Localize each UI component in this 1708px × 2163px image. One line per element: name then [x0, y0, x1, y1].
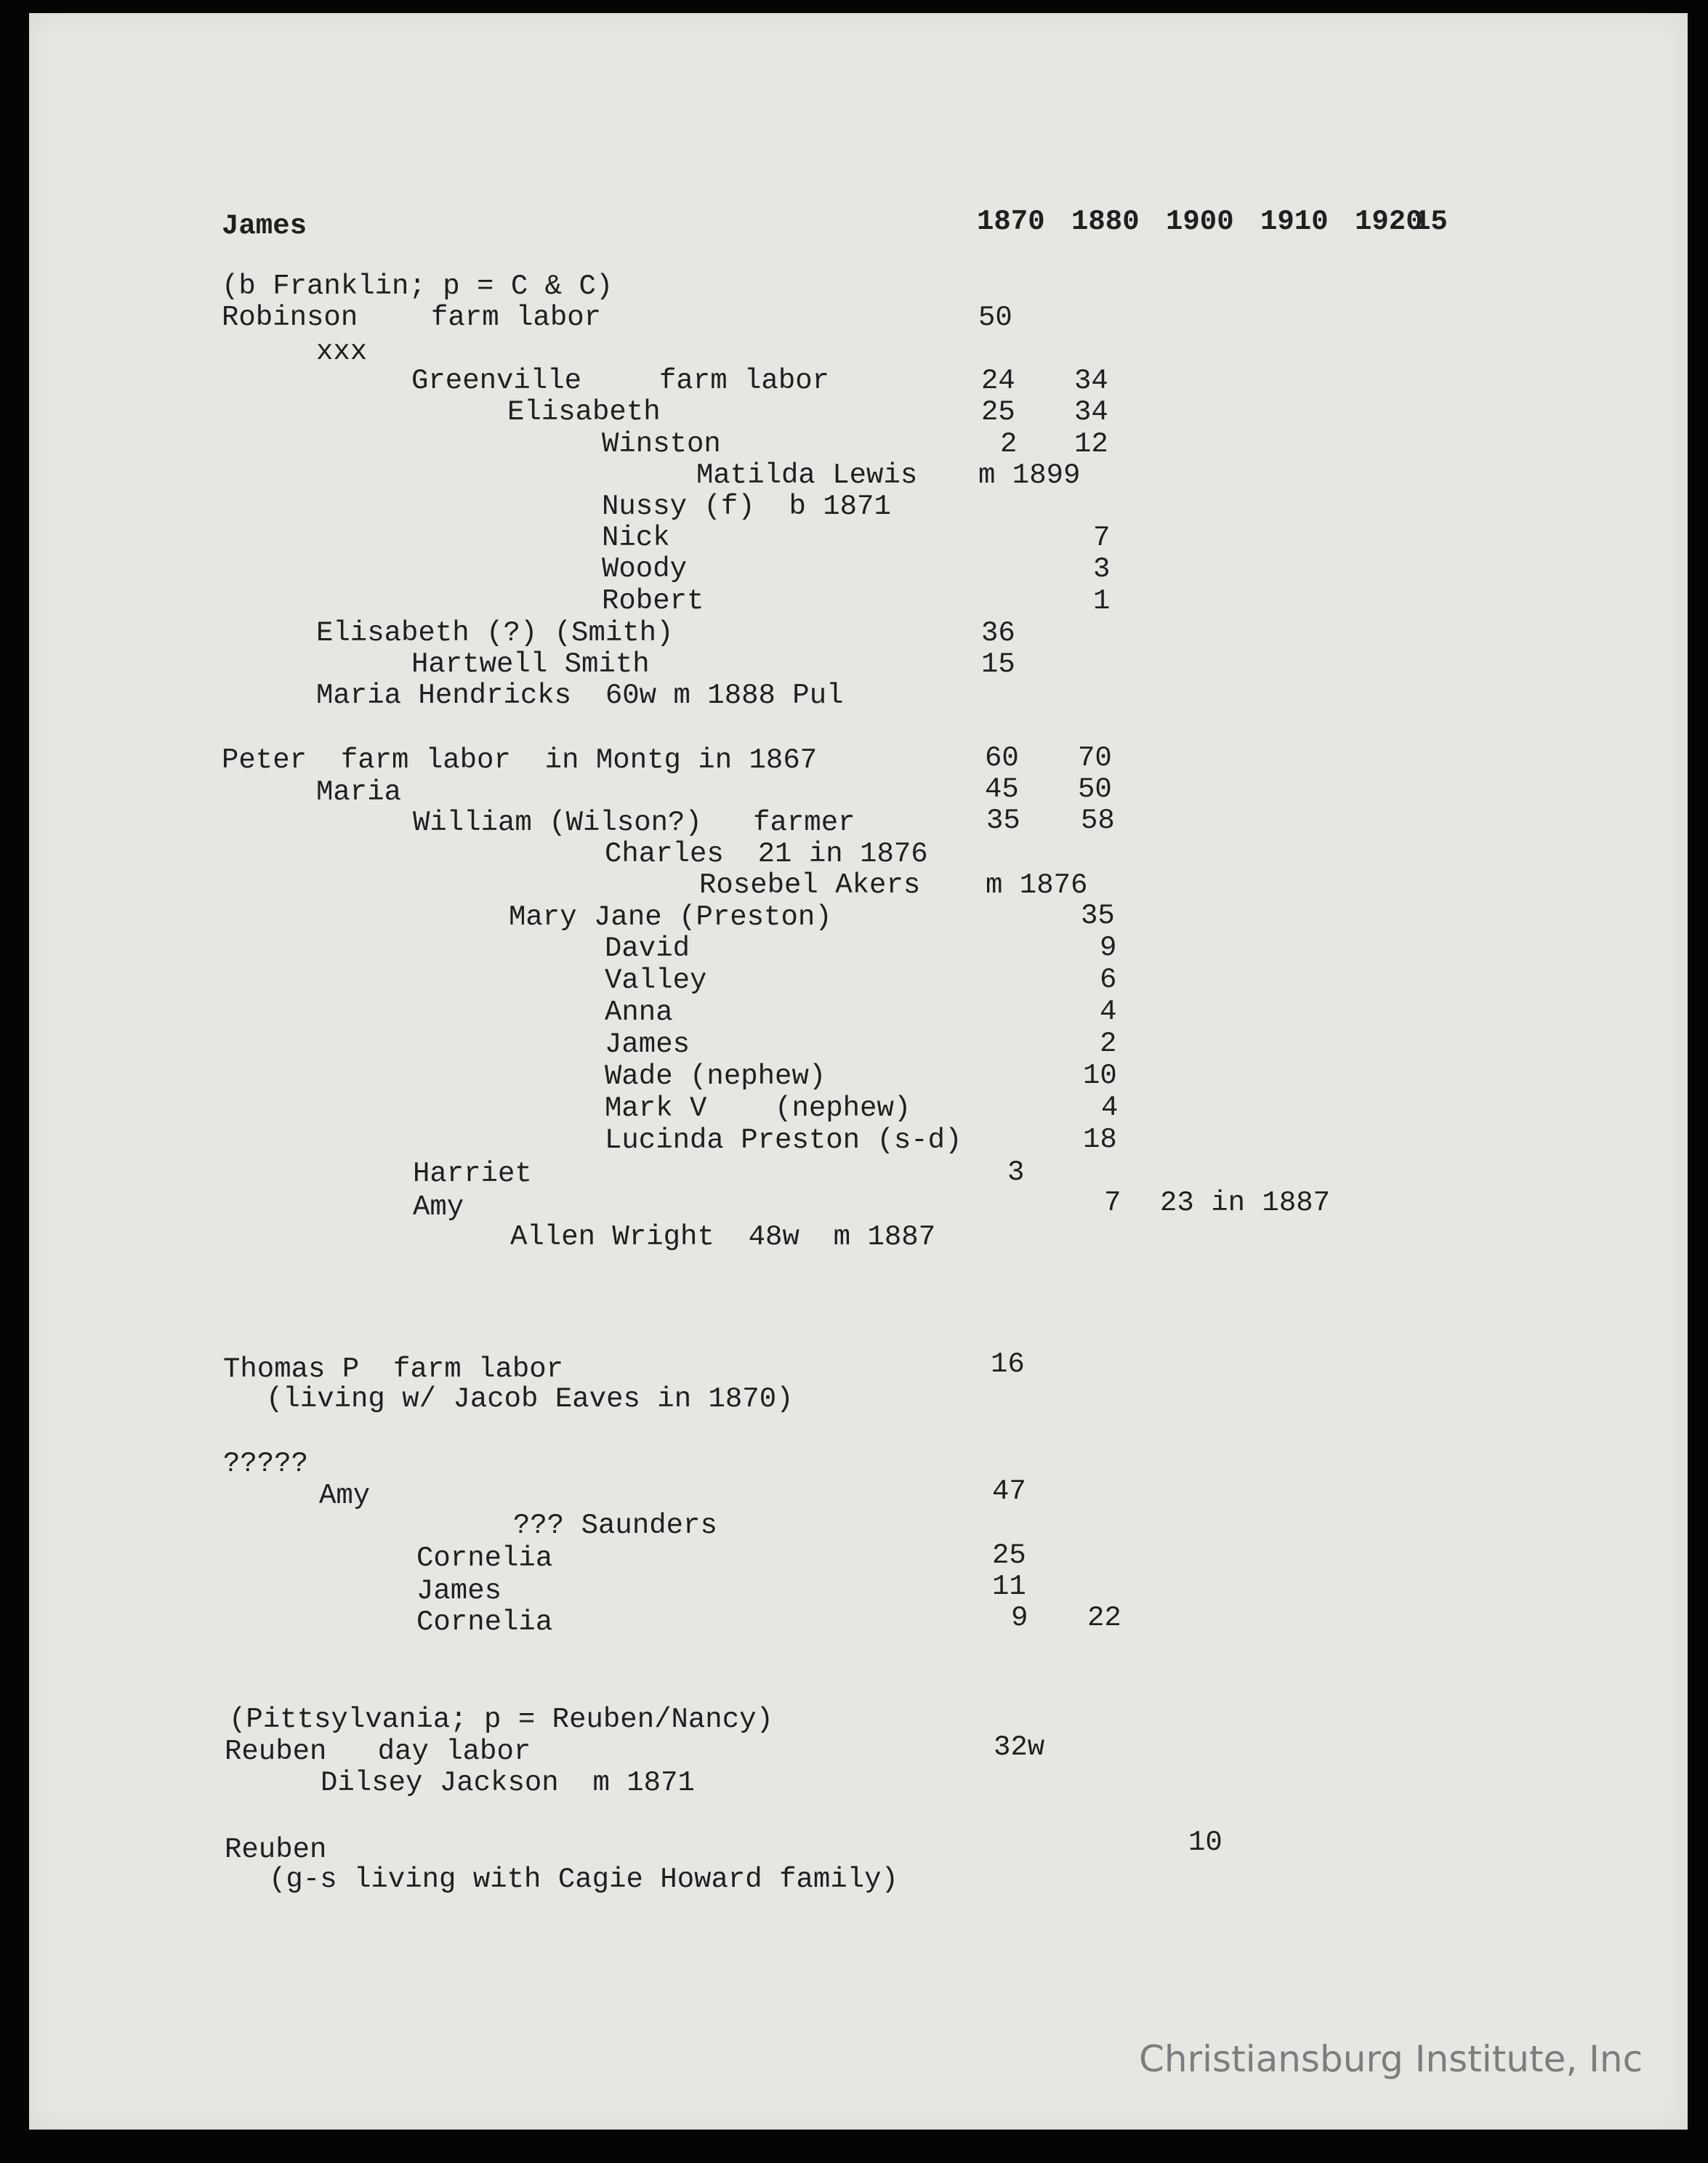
age-1880: 10 — [1083, 1060, 1117, 1092]
age-1880: 22 — [1087, 1602, 1121, 1634]
entry-name: Peter farm labor in Montg in 1867 — [222, 744, 818, 776]
age-1880: 18 — [1083, 1124, 1117, 1156]
entry-occupation: farm labor — [431, 302, 602, 334]
entry-name: Elisabeth — [507, 396, 661, 428]
entry-name: James — [416, 1575, 502, 1607]
entry-name: ????? — [223, 1448, 309, 1480]
year-overtyped-15: 15 — [1414, 206, 1448, 238]
entry-name: xxx — [316, 336, 368, 368]
institution-watermark: Christiansburg Institute, Inc — [1139, 2038, 1643, 2080]
age-1880: 1 — [1093, 585, 1111, 617]
age-1880: 7 — [1093, 522, 1111, 554]
marriage-note: m 1899 — [978, 459, 1081, 491]
year-1900: 1900 — [1166, 206, 1234, 238]
entry-name: Mark V (nephew) — [605, 1092, 911, 1124]
age-1880: 2 — [1100, 1028, 1117, 1060]
age-1880: 4 — [1100, 996, 1117, 1028]
age-1880: 34 — [1074, 396, 1108, 428]
entry-name: Nussy (f) b 1871 — [602, 491, 891, 523]
year-1920: 1920 — [1355, 206, 1423, 238]
age-1870: 16 — [991, 1348, 1025, 1380]
age-1870: 35 — [986, 805, 1020, 837]
age-1870: 36 — [981, 617, 1015, 649]
entry-name: David — [605, 933, 690, 964]
entry-name: Hartwell Smith — [411, 648, 650, 680]
year-columns-header — [0, 208, 1708, 240]
age-1880: 4 — [1101, 1092, 1119, 1124]
entry-note: (living w/ Jacob Eaves in 1870) — [266, 1383, 794, 1415]
entry-name: Amy — [413, 1191, 464, 1223]
entry-name: Harriet — [413, 1158, 532, 1190]
entry-name: Elisabeth (?) (Smith) — [316, 617, 674, 649]
entry-name: Reuben — [225, 1834, 327, 1866]
age-1870: 25 — [992, 1539, 1026, 1571]
entry-name: Maria — [316, 776, 402, 808]
entry-name: Woody — [602, 553, 688, 585]
entry-name: Winston — [602, 428, 721, 460]
age-1870: 47 — [992, 1475, 1026, 1507]
entry-name: Reuben day labor — [225, 1736, 531, 1768]
entry-name: Rosebel Akers — [699, 869, 921, 901]
entry-name: Anna — [605, 996, 673, 1028]
entry-name: William (Wilson?) farmer — [413, 807, 855, 839]
origin-note: (Pittsylvania; p = Reuben/Nancy) — [229, 1704, 773, 1736]
entry-name: Amy — [319, 1480, 371, 1512]
age-1870: 9 — [1011, 1602, 1028, 1634]
age-1870: 2 — [1000, 428, 1018, 460]
age-1880: 50 — [1078, 773, 1112, 805]
entry-name: Cornelia — [416, 1606, 553, 1638]
entry-name: Thomas P farm labor — [223, 1353, 564, 1385]
origin-note: (b Franklin; p = C & C) — [222, 270, 613, 302]
year-1870: 1870 — [977, 206, 1045, 238]
year-1910: 1910 — [1260, 206, 1329, 238]
entry-name: Cornelia — [416, 1542, 553, 1574]
entry-name: James — [605, 1028, 690, 1060]
age-1880: 58 — [1081, 805, 1115, 837]
age-1870: 24 — [981, 365, 1015, 397]
age-note: 23 in 1887 — [1160, 1187, 1331, 1219]
entry-name: Allen Wright 48w m 1887 — [510, 1221, 936, 1253]
age-1880: 35 — [1081, 900, 1115, 932]
entry-name: ??? Saunders — [513, 1510, 717, 1542]
age-1870: 25 — [981, 396, 1015, 428]
year-1880: 1880 — [1071, 206, 1140, 238]
age-1870: 45 — [985, 773, 1019, 805]
entry-name: Charles 21 in 1876 — [605, 838, 928, 870]
age-1870: 50 — [978, 302, 1012, 334]
age-1880: 70 — [1078, 742, 1112, 774]
age-value: 10 — [1188, 1826, 1222, 1858]
age-1880: 6 — [1100, 964, 1117, 996]
entry-name: Maria Hendricks 60w m 1888 Pul — [316, 680, 844, 712]
age-1870: 32w — [994, 1731, 1045, 1763]
entry-name: Wade (nephew) — [605, 1060, 826, 1092]
age-1880: 34 — [1074, 365, 1108, 397]
entry-name: Valley — [605, 964, 707, 996]
age-1880: 9 — [1100, 932, 1117, 964]
entry-name: Robert — [602, 585, 704, 617]
entry-name: Greenville — [411, 365, 582, 397]
entry-name: Nick — [602, 522, 670, 554]
age-1870: 60 — [985, 742, 1019, 774]
entry-note: (g-s living with Cagie Howard family) — [269, 1864, 898, 1896]
age-1880: 7 — [1104, 1187, 1121, 1219]
entry-name: Lucinda Preston (s-d) — [605, 1124, 962, 1156]
age-1870: 15 — [981, 648, 1015, 680]
entry-name: Dilsey Jackson m 1871 — [321, 1767, 695, 1799]
age-1880: 12 — [1074, 428, 1108, 460]
entry-name: Matilda Lewis — [696, 459, 918, 491]
age-1880: 3 — [1093, 553, 1111, 585]
age-value: 3 — [1007, 1156, 1025, 1188]
age-1870: 11 — [992, 1571, 1026, 1603]
entry-occupation: farm labor — [659, 365, 830, 397]
marriage-note: m 1876 — [986, 869, 1088, 901]
entry-name: Mary Jane (Preston) — [509, 901, 832, 933]
entry-name: Robinson — [222, 302, 358, 334]
surname-heading: James — [222, 210, 307, 242]
